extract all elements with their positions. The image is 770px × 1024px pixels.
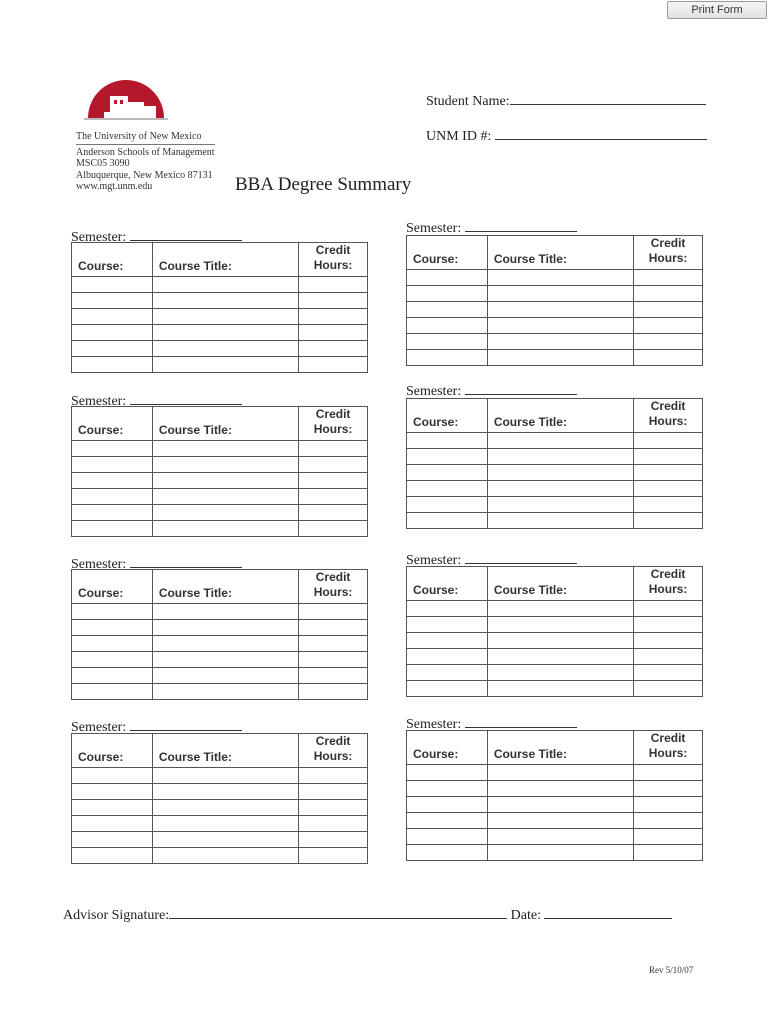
course-title-cell[interactable]: [152, 816, 298, 832]
semester-field[interactable]: [130, 228, 242, 241]
semester-label: Semester:: [71, 720, 127, 735]
course-title-cell[interactable]: [487, 513, 633, 529]
credit-header-line1: Credit: [315, 407, 351, 421]
credit-hours-cell[interactable]: [299, 473, 368, 489]
course-header: Course:: [72, 570, 153, 604]
semester-field[interactable]: [465, 219, 577, 232]
table-row: [407, 481, 703, 497]
course-title-header: Course Title:: [152, 570, 298, 604]
table-header-row: [72, 243, 368, 277]
course-title-cell[interactable]: [152, 521, 298, 537]
credit-hours-cell[interactable]: [634, 433, 703, 449]
table-row: [407, 765, 703, 781]
table-row: [72, 604, 368, 620]
course-title-cell[interactable]: [487, 302, 633, 318]
course-cell[interactable]: [407, 302, 488, 318]
credit-hours-cell[interactable]: [634, 334, 703, 350]
credit-header-line2: Hours:: [313, 585, 353, 599]
credit-hours-cell[interactable]: [634, 481, 703, 497]
course-title-cell[interactable]: [152, 832, 298, 848]
semester-field[interactable]: [465, 551, 577, 564]
course-header: Course:: [407, 567, 488, 601]
course-title-cell[interactable]: [487, 433, 633, 449]
course-title-cell[interactable]: [487, 465, 633, 481]
table-row: [407, 845, 703, 861]
course-title-header: Course Title:: [152, 407, 298, 441]
table-row: [407, 813, 703, 829]
table-row: [72, 325, 368, 341]
table-row: [407, 465, 703, 481]
course-cell[interactable]: [72, 293, 153, 309]
credit-header-line2: Hours:: [648, 251, 688, 265]
table-row: [407, 665, 703, 681]
credit-hours-cell[interactable]: [299, 489, 368, 505]
credit-header-line2: Hours:: [648, 746, 688, 760]
course-cell[interactable]: [407, 617, 488, 633]
table-row: [72, 652, 368, 668]
address-block: [76, 131, 215, 193]
course-title-cell[interactable]: [152, 489, 298, 505]
course-cell[interactable]: [407, 633, 488, 649]
course-title-header: Course Title:: [487, 236, 633, 270]
print-form-button[interactable]: Print Form: [667, 1, 767, 19]
address-line: www.mgt.unm.edu: [76, 181, 153, 192]
course-title-cell[interactable]: [152, 277, 298, 293]
table-row: [72, 832, 368, 848]
address-line: MSC05 3090: [76, 158, 130, 169]
table-header-row: [72, 570, 368, 604]
credit-hours-cell[interactable]: [634, 681, 703, 697]
table-row: [407, 781, 703, 797]
course-title-cell[interactable]: [152, 668, 298, 684]
credit-hours-cell[interactable]: [634, 829, 703, 845]
credit-hours-cell[interactable]: [299, 341, 368, 357]
course-cell[interactable]: [407, 433, 488, 449]
table-row: [72, 357, 368, 373]
course-cell[interactable]: [407, 797, 488, 813]
course-cell[interactable]: [407, 497, 488, 513]
credit-hours-cell[interactable]: [634, 649, 703, 665]
credit-hours-cell[interactable]: [299, 652, 368, 668]
credit-hours-cell[interactable]: [634, 302, 703, 318]
course-cell[interactable]: [72, 473, 153, 489]
course-title-cell[interactable]: [152, 505, 298, 521]
course-table: [71, 733, 368, 864]
course-table: [71, 569, 368, 700]
course-cell[interactable]: [72, 800, 153, 816]
address-line: Anderson Schools of Management: [76, 144, 215, 159]
credit-hours-header: [634, 731, 703, 765]
credit-hours-cell[interactable]: [299, 816, 368, 832]
course-title-cell[interactable]: [487, 617, 633, 633]
unm-logo: [84, 72, 168, 120]
semester-label: Semester:: [71, 230, 127, 245]
course-title-cell[interactable]: [487, 797, 633, 813]
credit-hours-cell[interactable]: [299, 604, 368, 620]
course-table: [406, 398, 703, 529]
course-cell[interactable]: [407, 350, 488, 366]
course-title-header: Course Title:: [152, 243, 298, 277]
credit-hours-cell[interactable]: [634, 350, 703, 366]
course-cell[interactable]: [72, 668, 153, 684]
course-title-cell[interactable]: [487, 633, 633, 649]
course-cell[interactable]: [407, 481, 488, 497]
credit-hours-cell[interactable]: [299, 684, 368, 700]
table-row: [72, 784, 368, 800]
table-row: [407, 318, 703, 334]
credit-hours-header: [299, 570, 368, 604]
table-row: [72, 473, 368, 489]
credit-hours-header: [634, 236, 703, 270]
revision-note: Rev 5/10/07: [649, 965, 694, 975]
course-title-header: Course Title:: [487, 731, 633, 765]
unm-id-row: [426, 127, 707, 145]
course-cell[interactable]: [407, 649, 488, 665]
credit-hours-cell[interactable]: [634, 465, 703, 481]
credit-hours-cell[interactable]: [634, 513, 703, 529]
course-title-cell[interactable]: [487, 813, 633, 829]
credit-header-line2: Hours:: [313, 749, 353, 763]
course-header: Course:: [72, 407, 153, 441]
course-table: [71, 406, 368, 537]
course-table: [406, 566, 703, 697]
table-header-row: [407, 236, 703, 270]
course-cell[interactable]: [72, 277, 153, 293]
course-title-cell[interactable]: [152, 620, 298, 636]
student-name-field[interactable]: [510, 92, 706, 105]
course-cell[interactable]: [407, 845, 488, 861]
table-row: [72, 293, 368, 309]
course-title-cell[interactable]: [487, 481, 633, 497]
course-title-cell[interactable]: [487, 286, 633, 302]
credit-hours-cell[interactable]: [299, 848, 368, 864]
semester-label: Semester:: [406, 221, 462, 236]
credit-hours-cell[interactable]: [634, 633, 703, 649]
course-cell[interactable]: [407, 465, 488, 481]
course-cell[interactable]: [407, 270, 488, 286]
credit-header-line2: Hours:: [313, 258, 353, 272]
table-row: [407, 449, 703, 465]
course-header: Course:: [407, 731, 488, 765]
course-header: Course:: [407, 236, 488, 270]
course-title-cell[interactable]: [487, 649, 633, 665]
credit-hours-cell[interactable]: [299, 832, 368, 848]
course-title-cell[interactable]: [152, 652, 298, 668]
credit-hours-cell[interactable]: [299, 521, 368, 537]
advisor-signature-label: Advisor Signature:: [63, 908, 170, 923]
student-name-row: [426, 92, 706, 110]
credit-header-line1: Credit: [315, 734, 351, 748]
course-cell[interactable]: [407, 318, 488, 334]
credit-header-line1: Credit: [650, 399, 686, 413]
credit-hours-cell[interactable]: [299, 293, 368, 309]
table-row: [72, 277, 368, 293]
table-row: [407, 601, 703, 617]
course-title-cell[interactable]: [487, 350, 633, 366]
table-row: [72, 800, 368, 816]
semester-field[interactable]: [130, 392, 242, 405]
unm-id-label: UNM ID #:: [426, 129, 492, 144]
advisor-signature-field[interactable]: [169, 906, 507, 919]
course-cell[interactable]: [407, 681, 488, 697]
table-row: [407, 617, 703, 633]
course-cell[interactable]: [72, 604, 153, 620]
course-title-cell[interactable]: [152, 357, 298, 373]
course-title-cell[interactable]: [152, 784, 298, 800]
table-header-row: [72, 734, 368, 768]
student-name-label: Student Name:: [426, 94, 510, 109]
table-row: [72, 668, 368, 684]
course-title-cell[interactable]: [152, 441, 298, 457]
credit-header-line1: Credit: [650, 731, 686, 745]
table-row: [407, 829, 703, 845]
course-table: [406, 730, 703, 861]
table-row: [407, 497, 703, 513]
table-row: [407, 334, 703, 350]
credit-hours-cell[interactable]: [634, 449, 703, 465]
unm-id-field[interactable]: [495, 127, 707, 140]
course-cell[interactable]: [72, 620, 153, 636]
credit-hours-cell[interactable]: [299, 457, 368, 473]
credit-hours-cell[interactable]: [299, 357, 368, 373]
credit-hours-cell[interactable]: [634, 665, 703, 681]
course-title-cell[interactable]: [487, 845, 633, 861]
course-cell[interactable]: [407, 781, 488, 797]
credit-hours-cell[interactable]: [299, 668, 368, 684]
course-title-cell[interactable]: [152, 768, 298, 784]
table-row: [407, 649, 703, 665]
credit-hours-cell[interactable]: [299, 441, 368, 457]
course-cell[interactable]: [407, 334, 488, 350]
course-title-cell[interactable]: [152, 293, 298, 309]
credit-hours-cell[interactable]: [634, 813, 703, 829]
course-cell[interactable]: [407, 513, 488, 529]
credit-header-line2: Hours:: [313, 422, 353, 436]
credit-header-line1: Credit: [315, 570, 351, 584]
credit-hours-cell[interactable]: [634, 270, 703, 286]
semester-label: Semester:: [71, 557, 127, 572]
course-cell[interactable]: [72, 457, 153, 473]
credit-header-line1: Credit: [650, 567, 686, 581]
credit-hours-cell[interactable]: [634, 318, 703, 334]
semester-field[interactable]: [130, 555, 242, 568]
course-cell[interactable]: [72, 684, 153, 700]
table-row: [72, 309, 368, 325]
date-label: Date:: [510, 908, 541, 923]
course-cell[interactable]: [72, 816, 153, 832]
credit-hours-header: [634, 567, 703, 601]
page-title: BBA Degree Summary: [235, 174, 412, 195]
credit-header-line2: Hours:: [648, 582, 688, 596]
table-row: [407, 681, 703, 697]
course-cell[interactable]: [407, 665, 488, 681]
credit-hours-cell[interactable]: [299, 505, 368, 521]
credit-hours-cell[interactable]: [634, 497, 703, 513]
semester-field[interactable]: [465, 382, 577, 395]
table-header-row: [407, 567, 703, 601]
table-row: [407, 350, 703, 366]
course-cell[interactable]: [72, 784, 153, 800]
credit-hours-cell[interactable]: [634, 617, 703, 633]
course-cell[interactable]: [72, 357, 153, 373]
semester-label: Semester:: [71, 394, 127, 409]
credit-hours-cell[interactable]: [299, 800, 368, 816]
course-title-header: Course Title:: [487, 399, 633, 433]
course-title-cell[interactable]: [487, 449, 633, 465]
credit-hours-cell[interactable]: [299, 636, 368, 652]
credit-hours-header: [299, 407, 368, 441]
table-row: [407, 286, 703, 302]
course-title-cell[interactable]: [152, 457, 298, 473]
course-cell[interactable]: [72, 832, 153, 848]
table-header-row: [407, 399, 703, 433]
semester-field[interactable]: [465, 715, 577, 728]
course-table: [406, 235, 703, 366]
credit-hours-header: [299, 734, 368, 768]
course-cell[interactable]: [72, 768, 153, 784]
advisor-row: [63, 906, 672, 924]
course-title-cell[interactable]: [152, 309, 298, 325]
credit-hours-cell[interactable]: [634, 781, 703, 797]
date-field[interactable]: [544, 906, 672, 919]
table-row: [72, 521, 368, 537]
credit-hours-header: [299, 243, 368, 277]
course-cell[interactable]: [72, 636, 153, 652]
course-cell[interactable]: [72, 848, 153, 864]
course-title-header: Course Title:: [152, 734, 298, 768]
course-table: [71, 242, 368, 373]
course-cell[interactable]: [72, 489, 153, 505]
course-cell[interactable]: [407, 449, 488, 465]
course-cell[interactable]: [72, 341, 153, 357]
course-title-cell[interactable]: [152, 800, 298, 816]
course-title-cell[interactable]: [152, 341, 298, 357]
course-cell[interactable]: [72, 441, 153, 457]
credit-hours-cell[interactable]: [634, 286, 703, 302]
course-title-cell[interactable]: [152, 325, 298, 341]
credit-header-line1: Credit: [315, 243, 351, 257]
course-cell[interactable]: [72, 309, 153, 325]
course-cell[interactable]: [407, 286, 488, 302]
credit-hours-header: [634, 399, 703, 433]
table-row: [72, 636, 368, 652]
course-title-cell[interactable]: [487, 829, 633, 845]
table-header-row: [72, 407, 368, 441]
semester-label: Semester:: [406, 384, 462, 399]
table-row: [72, 848, 368, 864]
credit-hours-cell[interactable]: [299, 309, 368, 325]
course-header: Course:: [407, 399, 488, 433]
table-row: [72, 489, 368, 505]
credit-hours-cell[interactable]: [634, 601, 703, 617]
course-title-cell[interactable]: [487, 497, 633, 513]
table-row: [407, 270, 703, 286]
course-cell[interactable]: [72, 521, 153, 537]
table-row: [407, 797, 703, 813]
table-row: [72, 816, 368, 832]
course-cell[interactable]: [72, 652, 153, 668]
course-title-cell[interactable]: [487, 601, 633, 617]
table-row: [72, 505, 368, 521]
address-line: Albuquerque, New Mexico 87131: [76, 169, 213, 181]
table-row: [72, 768, 368, 784]
course-title-cell[interactable]: [487, 781, 633, 797]
table-row: [407, 433, 703, 449]
course-cell[interactable]: [407, 813, 488, 829]
table-row: [72, 341, 368, 357]
credit-header-line2: Hours:: [648, 414, 688, 428]
credit-hours-cell[interactable]: [299, 768, 368, 784]
course-header: Course:: [72, 243, 153, 277]
credit-hours-cell[interactable]: [299, 620, 368, 636]
table-row: [72, 620, 368, 636]
course-title-cell[interactable]: [487, 270, 633, 286]
credit-hours-cell[interactable]: [634, 845, 703, 861]
course-title-cell[interactable]: [152, 473, 298, 489]
table-row: [72, 441, 368, 457]
credit-hours-cell[interactable]: [634, 797, 703, 813]
table-header-row: [407, 731, 703, 765]
credit-hours-cell[interactable]: [299, 325, 368, 341]
table-row: [72, 684, 368, 700]
course-cell[interactable]: [72, 325, 153, 341]
course-title-cell[interactable]: [152, 604, 298, 620]
address-line: The University of New Mexico: [76, 131, 202, 142]
course-header: Course:: [72, 734, 153, 768]
course-title-header: Course Title:: [487, 567, 633, 601]
credit-hours-cell[interactable]: [299, 784, 368, 800]
course-title-cell[interactable]: [487, 765, 633, 781]
course-title-cell[interactable]: [487, 681, 633, 697]
credit-header-line1: Credit: [650, 236, 686, 250]
table-row: [407, 302, 703, 318]
credit-hours-cell[interactable]: [634, 765, 703, 781]
course-title-cell[interactable]: [487, 318, 633, 334]
course-cell[interactable]: [72, 505, 153, 521]
table-row: [72, 457, 368, 473]
credit-hours-cell[interactable]: [299, 277, 368, 293]
course-title-cell[interactable]: [487, 665, 633, 681]
course-cell[interactable]: [407, 601, 488, 617]
course-title-cell[interactable]: [152, 684, 298, 700]
semester-label: Semester:: [406, 553, 462, 568]
course-title-cell[interactable]: [487, 334, 633, 350]
semester-field[interactable]: [130, 718, 242, 731]
semester-label: Semester:: [406, 717, 462, 732]
course-title-cell[interactable]: [152, 848, 298, 864]
course-cell[interactable]: [407, 765, 488, 781]
table-row: [407, 513, 703, 529]
course-cell[interactable]: [407, 829, 488, 845]
course-title-cell[interactable]: [152, 636, 298, 652]
table-row: [407, 633, 703, 649]
